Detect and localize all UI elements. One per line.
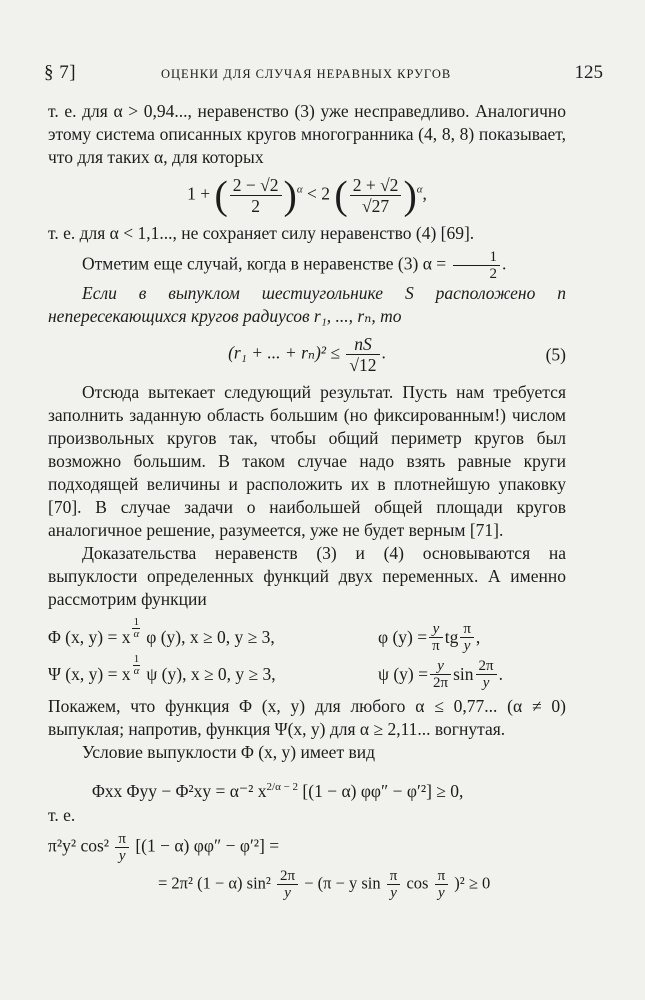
phi-f-lhs: φ (y) = xyxy=(378,627,428,647)
eq1-num: π xyxy=(115,831,129,848)
psi-exponent xyxy=(133,654,141,677)
paragraph-6: Покажем, что функция Φ (x, y) для любого α ≤ 0,77... (α ≠ 0) выпуклая; напротив, функция Ψ(x, y) для α ≥ 2,11... вогнутая. xyxy=(48,696,566,739)
convexity-condition xyxy=(48,776,566,803)
eq2-den2: y xyxy=(390,884,397,901)
f5-end: . xyxy=(381,342,386,363)
cond-lhs: Φxx Φyy − Φ²xy = α⁻² x xyxy=(92,780,267,801)
paragraph-1: т. е. для α > 0,94..., неравенство (3) уже несправедливо. Аналогично этому система описанных кругов многогранника (4, 8, 8) показывает, что для таких α, для которых xyxy=(48,101,566,167)
phi-frac1 xyxy=(429,621,443,654)
eq2-frac2 xyxy=(387,868,401,901)
psi-left xyxy=(48,653,378,686)
psi-exp-den: α xyxy=(133,665,140,677)
eq2-frac3 xyxy=(435,868,449,901)
p3-den: 2 xyxy=(489,266,497,282)
eq2-num2: π xyxy=(387,868,401,885)
f1-num2: 2 + √2 xyxy=(350,175,402,196)
paragraph-4: Отсюда вытекает следующий результат. Пусть нам требуется заполнить заданную область большим (но фиксированным!) числом произвольных кругов так, чтобы общий периметр кругов был возможно большим. В таком случае надо взять равные круги подходящей величины и расположить их в плотнейшую упаковку [70]. В случае задачи о наибольшей общей площади кругов аналогичное решение, разумеется, уже не будет верным [71]. xyxy=(48,382,566,540)
eq1-lhs: π²y² cos² xyxy=(48,835,110,856)
phi-rest: φ (y), x ≥ 0, y ≥ 3, xyxy=(146,627,275,647)
psi-definition xyxy=(48,653,566,691)
formula-circumscribed xyxy=(48,172,566,218)
f1-paren-open: ( xyxy=(214,172,228,218)
page-number: 125 xyxy=(574,62,603,83)
psi-fmid: sin xyxy=(453,664,474,684)
f1-paren2-open: ( xyxy=(334,172,348,218)
psi-rest: ψ (y), x ≥ 0, y ≥ 3, xyxy=(146,664,276,684)
phi-fend: , xyxy=(475,627,481,647)
psi-fden2: y xyxy=(482,675,490,691)
f1-num1: 2 − √2 xyxy=(230,175,282,196)
f1-exp1: α xyxy=(296,183,303,196)
eq2-den1: y xyxy=(284,884,291,901)
eq1-fraction xyxy=(115,831,129,864)
running-title: ОЦЕНКИ ДЛЯ СЛУЧАЯ НЕРАВНЫХ КРУГОВ xyxy=(161,67,452,81)
f1-relation: < 2 xyxy=(307,183,330,204)
page-header xyxy=(44,62,603,86)
eq1-den: y xyxy=(118,847,126,864)
paragraph-7: Условие выпуклости Φ (x, y) имеет вид xyxy=(82,742,375,762)
psi-right xyxy=(378,658,503,691)
theorem-statement: Если в выпуклом шестиугольнике S расположено n непересекающихся кругов радиусов r₁, ..., rₙ, то xyxy=(48,283,566,326)
eq2-b: − (π − y sin xyxy=(304,873,381,893)
eq2-a: = 2π² (1 − α) sin² xyxy=(158,873,271,893)
psi-fnum2: 2π xyxy=(476,658,497,675)
eq2-c: cos xyxy=(406,873,429,893)
phi-lhs: Φ (x, y) = x xyxy=(48,627,131,647)
f1-exp2: α xyxy=(416,183,423,196)
cond-exp: 2/α − 2 xyxy=(266,781,299,793)
p3-end: . xyxy=(502,253,507,274)
cond-rhs: [(1 − α) φφ″ − φ′²] ≥ 0, xyxy=(302,780,464,801)
f1-lhs: 1 + xyxy=(187,183,211,204)
page-body xyxy=(48,100,566,905)
f5-num: nS xyxy=(346,334,379,355)
eq2-frac1 xyxy=(277,868,298,901)
psi-exp-num: 1 xyxy=(133,653,140,665)
phi-left xyxy=(48,616,378,649)
phi-fmid: tg xyxy=(444,627,459,647)
phi-fnum1: y xyxy=(429,621,443,638)
phi-right xyxy=(378,621,480,654)
eq2-den3: y xyxy=(438,884,445,901)
phi-fden1: π xyxy=(432,638,440,654)
psi-fnum1: y xyxy=(430,658,451,675)
equation-line-2 xyxy=(48,868,566,901)
f1-fraction-1 xyxy=(230,175,282,216)
phi-exp-num: 1 xyxy=(133,616,140,628)
f1-paren2-close: ) xyxy=(403,172,417,218)
f5-den: √12 xyxy=(349,355,377,375)
section-marker: § 7] xyxy=(44,62,77,83)
phi-fden2: y xyxy=(463,638,471,654)
f1-den2: √27 xyxy=(362,196,390,216)
f1-paren-close: ) xyxy=(283,172,297,218)
eq1-rhs: [(1 − α) φφ″ − φ′²] = xyxy=(135,835,280,856)
paragraph-5: Доказательства неравенств (3) и (4) основываются на выпуклости определенных функций двух переменных. А именно рассмотрим функции xyxy=(48,543,566,609)
psi-frac2 xyxy=(476,658,497,691)
psi-lhs: Ψ (x, y) = x xyxy=(48,664,131,684)
phi-frac2 xyxy=(460,621,474,654)
psi-fend: . xyxy=(498,664,503,684)
eq2-num3: π xyxy=(435,868,449,885)
psi-fden1: 2π xyxy=(432,675,449,691)
p3-fraction xyxy=(453,249,501,282)
paragraph-te: т. е. xyxy=(48,804,76,825)
paragraph-3 xyxy=(48,249,566,282)
f1-end: , xyxy=(422,183,427,204)
eq2-d: )² ≥ 0 xyxy=(454,873,491,893)
eq2-num1: 2π xyxy=(277,868,298,885)
phi-definition xyxy=(48,616,566,654)
f1-den1: 2 xyxy=(251,196,261,216)
equation-label-5: (5) xyxy=(545,344,566,364)
f5-fraction xyxy=(346,334,379,375)
p3-text: Отметим еще случай, когда в неравенстве (3) α = xyxy=(82,253,447,274)
phi-exponent xyxy=(132,617,140,640)
p3-num: 1 xyxy=(453,249,501,266)
phi-fnum2: π xyxy=(460,621,474,638)
f5-lhs: (r₁ + ... + rₙ)² ≤ xyxy=(228,342,341,363)
psi-frac1 xyxy=(430,658,451,691)
psi-f-lhs: ψ (y) = xyxy=(378,664,428,684)
f1-fraction-2 xyxy=(350,175,402,216)
formula-5 xyxy=(48,334,566,375)
phi-exp-den: α xyxy=(133,628,140,640)
paragraph-2: т. е. для α < 1,1..., не сохраняет силу неравенство (4) [69]. xyxy=(48,223,475,243)
equation-line-1 xyxy=(48,831,566,864)
